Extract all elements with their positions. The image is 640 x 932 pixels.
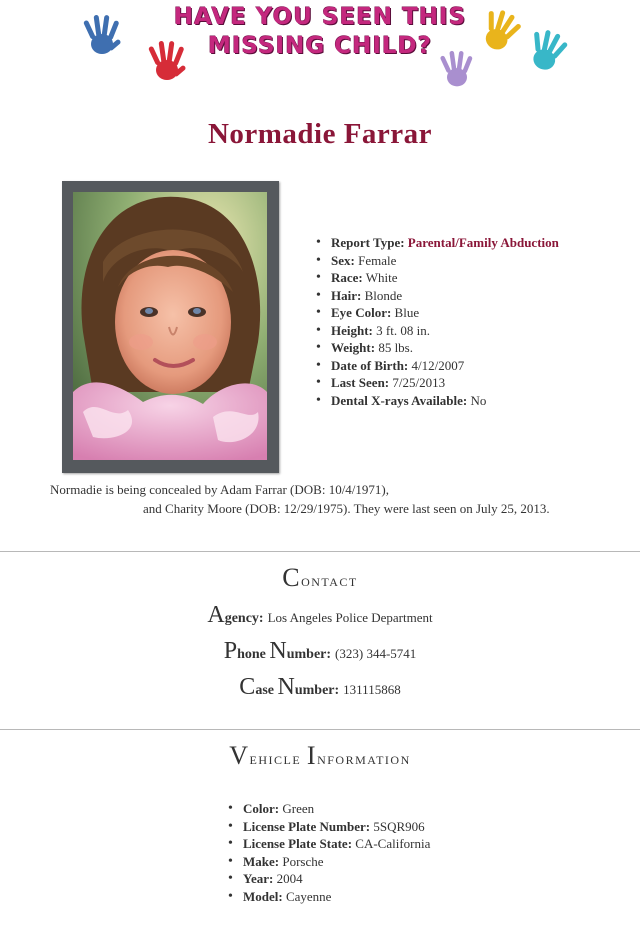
vehicle-color — [228, 800, 430, 818]
phone-label — [223, 638, 332, 664]
banner-headline-line2: MISSING CHILD? — [207, 33, 432, 59]
heading-initial: V — [229, 741, 250, 770]
detail-value: 7/25/2013 — [392, 375, 446, 390]
divider — [0, 551, 640, 552]
vehicle-year — [228, 870, 430, 888]
contact-case-row — [0, 674, 640, 701]
detail-eye-color — [316, 304, 559, 322]
detail-label: Last Seen: — [331, 375, 390, 390]
banner-headline-line1: HAVE YOU SEEN THIS — [173, 4, 467, 30]
vehicle-value: Green — [282, 801, 315, 816]
vehicle-value: CA-California — [355, 836, 431, 851]
heading-initial: C — [282, 563, 302, 592]
vehicle-label: License Plate State: — [243, 836, 353, 851]
description-line1: Normadie is being concealed by Adam Farrar (DOB: 10/4/1971), — [50, 482, 389, 497]
vehicle-make — [228, 853, 430, 871]
vehicle-label: License Plate Number: — [243, 818, 371, 834]
label-initial: N — [277, 674, 295, 700]
vehicle-value: 2004 — [276, 871, 303, 886]
vehicle-label: Color: — [243, 801, 280, 816]
label-rest: umber: — [294, 683, 340, 698]
detail-height — [316, 322, 559, 340]
detail-value: 4/12/2007 — [411, 357, 465, 373]
agency-value: Los Angeles Police Department — [267, 610, 433, 625]
child-name: Normadie Farrar — [207, 118, 433, 150]
detail-last-seen — [316, 374, 559, 392]
phone-value: (323) 344-5741 — [335, 646, 417, 661]
detail-value: 3 ft. 08 in. — [376, 322, 430, 338]
detail-dental-xrays — [316, 392, 559, 410]
label-rest: ase — [255, 683, 278, 698]
vehicle-details-list — [228, 800, 430, 905]
child-photo — [73, 192, 267, 460]
vehicle-plate-state — [228, 835, 430, 853]
detail-value: 85 lbs. — [378, 340, 413, 355]
detail-date-of-birth — [316, 357, 559, 375]
vehicle-value: Cayenne — [285, 888, 332, 904]
vehicle-label: Year: — [243, 871, 274, 886]
detail-value: White — [365, 270, 398, 285]
heading-rest: ehicle — [249, 749, 307, 768]
detail-label: Race: — [331, 270, 363, 285]
heading-rest: ontact — [301, 571, 358, 590]
detail-value: Blonde — [364, 287, 403, 303]
detail-label: Height: — [331, 322, 373, 338]
detail-label: Dental X-rays Available: — [331, 392, 468, 408]
detail-label: Weight: — [331, 340, 376, 355]
detail-value: Blue — [394, 305, 420, 320]
vehicle-value: Porsche — [282, 853, 324, 869]
contact-agency-row — [0, 602, 640, 629]
case-value: 131115868 — [343, 682, 401, 697]
label-initial: C — [239, 674, 256, 700]
vehicle-model — [228, 888, 430, 906]
heading-rest: nformation — [317, 749, 411, 768]
heading-initial: I — [306, 741, 318, 770]
detail-label: Report Type: — [331, 235, 405, 250]
missing-child-banner — [0, 0, 640, 100]
description-line2: and Charity Moore (DOB: 12/29/1975). They were last seen on July 25, 2013. — [143, 501, 550, 516]
photo-frame — [62, 181, 279, 473]
divider — [0, 729, 640, 730]
label-rest: hone — [237, 647, 270, 662]
detail-value: Female — [358, 252, 397, 268]
label-initial: A — [207, 602, 225, 628]
detail-label: Hair: — [331, 287, 362, 303]
vehicle-label: Make: — [243, 853, 280, 869]
detail-label: Sex: — [331, 252, 355, 268]
contact-heading — [0, 563, 640, 593]
child-portrait-image — [73, 192, 267, 460]
vehicle-plate-number — [228, 818, 430, 836]
detail-value: Parental/Family Abduction — [407, 235, 559, 250]
case-label — [239, 674, 340, 700]
label-rest: umber: — [286, 647, 332, 662]
detail-report-type — [316, 234, 559, 252]
detail-value: No — [470, 392, 487, 408]
child-details-list — [316, 234, 559, 409]
detail-label: Date of Birth: — [331, 357, 409, 373]
detail-hair — [316, 287, 559, 305]
label-rest: gency: — [224, 611, 264, 626]
agency-label — [207, 602, 264, 628]
vehicle-value: 5SQR906 — [373, 818, 425, 834]
detail-weight — [316, 339, 559, 357]
label-initial: N — [269, 638, 287, 664]
vehicle-label: Model: — [243, 888, 283, 904]
detail-label: Eye Color: — [331, 305, 392, 320]
detail-race — [316, 269, 559, 287]
detail-sex — [316, 252, 559, 270]
vehicle-heading — [0, 741, 640, 771]
contact-phone-row — [0, 638, 640, 665]
label-initial: P — [223, 638, 238, 664]
